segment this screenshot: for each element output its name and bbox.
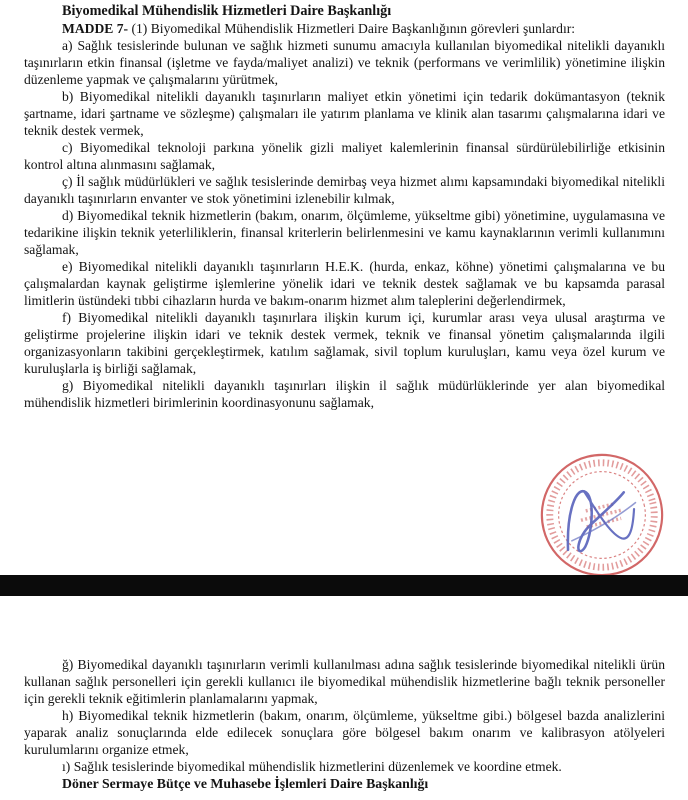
clause-c: c) Biyomedikal teknoloji parkına yönelik gizli maliyet kalemlerinin finansal sürdürülebilirliğe etkisinin kontrol altına alınmasını sağlamak, bbox=[24, 140, 665, 172]
next-section-heading: Döner Sermaye Bütçe ve Muhasebe İşlemleri Daire Başkanlığı bbox=[62, 776, 429, 791]
clause-b: b) Biyomedikal nitelikli dayanıklı taşınırların maliyet etkin yönetimi için tedarik dokümantasyon (teknik şartname, idari şartname ve sözleşme) çalışmaları ile yatırım planlama ve klinik alan tasarımı çalışmalarına idari ve teknik destek vermek, bbox=[24, 89, 665, 138]
clause-c-cedilla: ç) İl sağlık müdürlükleri ve sağlık tesislerinde demirbaş veya hizmet alımı kapsamındaki biyomedikal nitelikli dayanıklı taşınırların envanter ve stok yönetimini izlenebilir kılmak, bbox=[24, 174, 665, 206]
page1-content bbox=[24, 2, 665, 411]
page2-content bbox=[24, 656, 665, 792]
official-stamp bbox=[518, 431, 685, 598]
clause-g-breve: ğ) Biyomedikal dayanıklı taşınırların verimli kullanılması adına sağlık tesislerinde biyomedikal nitelikli ürün kullanan sağlık personelleri için gerekli kullanıcı ile biyomedikal mühendislik hizmetlerine bağlı teknik personeller için gerekli teknik eğitimlerin planlamalarını yapmak, bbox=[24, 657, 665, 706]
article-number: MADDE 7- bbox=[62, 21, 129, 36]
clause-d: d) Biyomedikal teknik hizmetlerin (bakım, onarım, ölçümleme, yükseltme gibi) yönetimine, uygulamasına ve tedarikine ilişkin teknik yeterliliklerin, finansal kriterlerin belirlenmesini ve kamu kaynaklarının verimli kullanımını sağlamak, bbox=[24, 208, 665, 257]
stamp-center-text-marks bbox=[579, 502, 625, 528]
stamp-text-ring bbox=[539, 452, 666, 579]
page-break-bar bbox=[0, 575, 688, 596]
clause-e: e) Biyomedikal nitelikli dayanıklı taşınırların H.E.K. (hurda, enkaz, köhne) yönetimi çalışmalarına ve bu çalışmalardan kaynak geliştirme işlemlerine yönelik idari ve teknik destek sağlamak ve bu kapsamda parasal limitlerin üstündeki tıbbi cihazların hurda ve bakım-onarım hizmet alım taleplerini değerlendirmek, bbox=[24, 259, 665, 308]
article-intro bbox=[24, 20, 665, 37]
clause-a: a) Sağlık tesislerinde bulunan ve sağlık hizmeti sunumu amacıyla kullanılan biyomedikal nitelikli dayanıklı taşınırların etkin finansal (işletme ve fayda/maliyet analizi) ve teknik (performans ve verimlilik) yönetimine ilişkin düzenleme yapmak ve çalışmalarını yürütmek, bbox=[24, 38, 665, 87]
document-title: Biyomedikal Mühendislik Hizmetleri Daire Başkanlığı bbox=[62, 3, 392, 19]
clause-dotless-i: ı) Sağlık tesislerinde biyomedikal mühendislik hizmetlerini düzenlemek ve koordine etmek. bbox=[62, 759, 562, 774]
clause-g: g) Biyomedikal nitelikli dayanıklı taşınırları ilişkin il sağlık müdürlüklerinde yer alan biyomedikal mühendislik hizmetleri birimlerinin koordinasyonunu sağlamak, bbox=[24, 378, 665, 410]
article-intro-text: (1) Biyomedikal Mühendislik Hizmetleri Daire Başkanlığının görevleri şunlardır: bbox=[128, 21, 576, 36]
stamp-outer-ring bbox=[529, 442, 675, 588]
clause-h: h) Biyomedikal teknik hizmetlerin (bakım, onarım, ölçümleme, yükseltme gibi.) bölgesel bazda analizlerini yaparak analiz sonuçlarında elde edilecek sonuçlara göre bölgesel bakım onarım ve kalibrasyon atölyeleri kurulumlarını organize etmek, bbox=[24, 708, 665, 757]
stamp-inner-ring bbox=[549, 462, 654, 567]
clause-f: f) Biyomedikal nitelikli dayanıklı taşınırlara ilişkin kurum içi, kurumlar arası veya ulusal araştırma ve geliştirme projelerine ilişkin idari ve teknik destek vermek, teknik ve finansal yönetim çalışmalarında ilgili organizasyonların takibini gerçekleştirmek, katılım sağlamak, sivil toplum kuruluşları, kamu veya özel kurum ve kuruluşlarla iş birliği sağlamak, bbox=[24, 310, 665, 376]
signature-scribble bbox=[555, 479, 644, 554]
